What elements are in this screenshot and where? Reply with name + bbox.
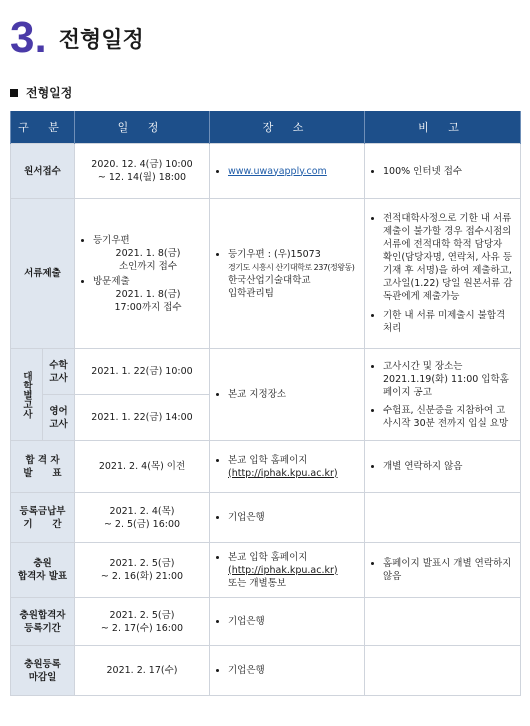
- method-label: 방문제출: [93, 275, 130, 287]
- schedule-cell: [75, 199, 210, 349]
- label-line: 합격자 발표: [17, 571, 68, 582]
- section-number: 3.: [10, 13, 47, 62]
- note-item: • 100% 인터넷 접수: [383, 165, 514, 178]
- date-line: 소인까지 접수: [118, 260, 178, 272]
- date-line: ~ 2. 17(수) 16:00: [100, 622, 184, 634]
- table-row: [11, 543, 521, 598]
- schedule-cell: 2021. 1. 22(금) 10:00: [75, 349, 210, 395]
- date-line: ~ 2. 16(화) 21:00: [100, 571, 184, 582]
- note-cell: [365, 441, 521, 493]
- header-note: 비 고: [365, 111, 521, 144]
- header-schedule: 일 정: [75, 111, 210, 144]
- homepage-link[interactable]: (http://iphak.kpu.ac.kr): [228, 467, 338, 479]
- place-cell: [210, 493, 365, 543]
- row-sublabel: 수학고사: [43, 349, 75, 395]
- place-cell: [210, 144, 365, 199]
- schedule-cell: 2021. 1. 22(금) 14:00: [75, 395, 210, 441]
- address-line: • 등기우편 : (우)15073: [228, 248, 321, 260]
- note-item: • 홈페이지 발표시 개별 연락하지 않음: [383, 557, 514, 583]
- note-cell: [365, 598, 521, 646]
- label-line: 충원: [33, 558, 52, 569]
- subsection-label: 전형일정: [26, 86, 73, 100]
- subsection-heading: [10, 84, 72, 101]
- label-line: 기 간: [23, 518, 62, 530]
- note-cell: [365, 199, 521, 349]
- note-item: • 기한 내 서류 미제출시 불합격 처리: [383, 309, 514, 335]
- note-cell: [365, 349, 521, 441]
- place-cell: [210, 349, 365, 441]
- row-label: [11, 543, 75, 598]
- address-line: 입학관리팀: [228, 287, 274, 299]
- schedule-cell: 2021. 2. 17(수): [75, 646, 210, 696]
- row-label: 원서접수: [11, 144, 75, 199]
- schedule-cell: [75, 543, 210, 598]
- place-cell: [210, 441, 365, 493]
- table-row: [11, 441, 521, 493]
- note-cell: [365, 543, 521, 598]
- row-label: [11, 598, 75, 646]
- place-cell: [210, 199, 365, 349]
- schedule-table: [10, 111, 521, 696]
- note-cell: [365, 144, 521, 199]
- row-label: [11, 646, 75, 696]
- place-line: • 본교 입학 홈페이지: [228, 551, 308, 563]
- table-row: [11, 493, 521, 543]
- note-cell: [365, 646, 521, 696]
- date-line: 2021. 2. 4(목): [109, 505, 175, 517]
- date-line: 17:00까지 접수: [114, 301, 182, 313]
- row-sublabel: 영어고사: [43, 395, 75, 441]
- label-line: 합 격 자: [25, 454, 60, 466]
- header-category: 구 분: [11, 111, 75, 144]
- place-item: • 기업은행: [228, 615, 358, 628]
- row-label: 서류제출: [11, 199, 75, 349]
- schedule-cell: [75, 493, 210, 543]
- schedule-cell: [75, 144, 210, 199]
- address-line: 한국산업기술대학교: [228, 274, 311, 286]
- date-line: ~ 2. 5(금) 16:00: [103, 518, 181, 530]
- row-label-group: [11, 349, 43, 441]
- group-label: 대학별고사: [21, 370, 32, 419]
- square-bullet-icon: [10, 89, 18, 97]
- date-line: 2021. 1. 8(금): [115, 247, 181, 259]
- label-line: 등록금납부: [19, 505, 66, 517]
- place-item: • 본교 지정장소: [228, 388, 358, 401]
- schedule-cell: [75, 598, 210, 646]
- label-line: 등록기간: [24, 622, 61, 634]
- address-line: 경기도 시흥시 산기대학로 237(정왕동): [228, 262, 355, 272]
- date-line: 2020. 12. 4(금) 10:00: [91, 159, 193, 170]
- label-line: 마감일: [28, 671, 57, 683]
- note-item: • 전적대학사정으로 기한 내 서류 제출이 불가할 경우 접수시점의 서류에 전적대학 학적 담당자 확인(담당자명, 연락처, 사유 등 기재 후 서명)을 하여 제출하고, 고사일(1.22) 당일 원본서류 감독관에게 제출가능: [383, 212, 514, 303]
- label-line: 발 표: [23, 467, 62, 479]
- date-line: 2021. 2. 5(금): [109, 609, 175, 621]
- note-item: • 고사시간 및 장소는 2021.1.19(화) 11:00 입학홈페이지 공고: [383, 360, 514, 399]
- table-row: [11, 646, 521, 696]
- date-line: 2021. 2. 5(금): [109, 558, 175, 569]
- section-title: 전형일정: [58, 28, 144, 53]
- note-item: • 개별 연락하지 않음: [383, 460, 514, 473]
- header-place: 장 소: [210, 111, 365, 144]
- note-cell: [365, 493, 521, 543]
- row-label: [11, 493, 75, 543]
- method-label: 등기우편: [93, 234, 130, 246]
- table-row: [11, 199, 521, 349]
- table-row: [11, 598, 521, 646]
- place-cell: [210, 543, 365, 598]
- row-label: [11, 441, 75, 493]
- place-line: • 본교 입학 홈페이지: [228, 454, 308, 466]
- place-item: • 기업은행: [228, 664, 358, 677]
- page-title: [10, 10, 144, 60]
- table-row: [11, 349, 521, 395]
- schedule-cell: 2021. 2. 4(목) 이전: [75, 441, 210, 493]
- table-header-row: [11, 111, 521, 144]
- place-item: • 기업은행: [228, 511, 358, 524]
- label-line: 충원등록: [24, 658, 61, 670]
- note-item: • 수험표, 신분증을 지참하여 고사시작 30분 전까지 입실 요망: [383, 404, 514, 430]
- place-line: 또는 개별통보: [228, 577, 287, 589]
- label-line: 충원합격자: [19, 609, 66, 621]
- apply-link[interactable]: www.uwayapply.com: [228, 165, 327, 177]
- table-row: [11, 144, 521, 199]
- date-line: ~ 12. 14(월) 18:00: [97, 172, 187, 183]
- place-cell: [210, 598, 365, 646]
- place-cell: [210, 646, 365, 696]
- homepage-link[interactable]: (http://iphak.kpu.ac.kr): [228, 564, 338, 576]
- date-line: 2021. 1. 8(금): [115, 288, 181, 300]
